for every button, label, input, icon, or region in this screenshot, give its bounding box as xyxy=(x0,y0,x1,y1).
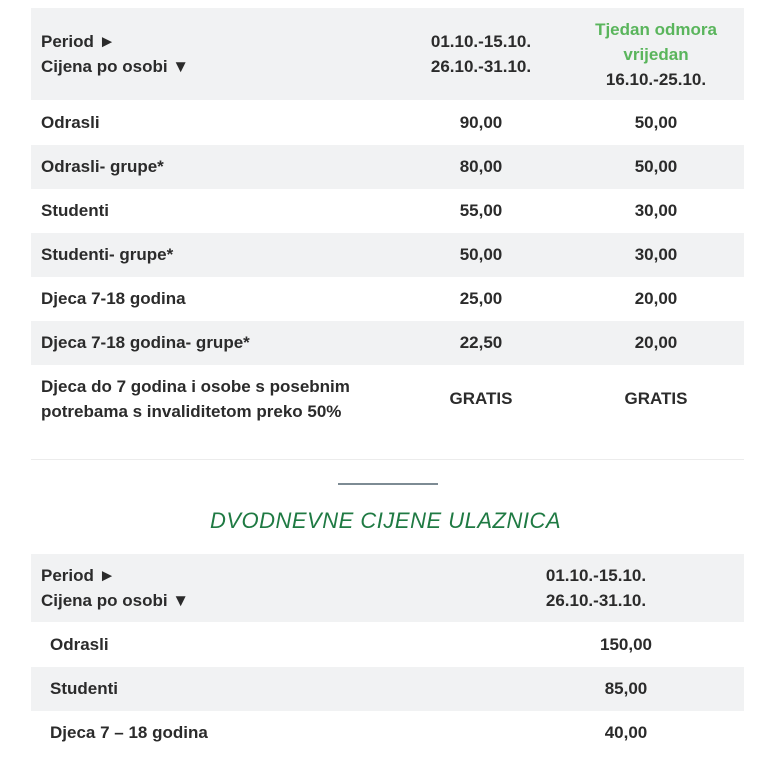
period-dates-line2: 26.10.-31.10. xyxy=(545,591,647,610)
section-divider-line xyxy=(31,459,744,460)
table-row xyxy=(31,321,744,365)
row-label-line1: Djeca do 7 godina i osobe s posebnim xyxy=(41,377,350,396)
row-price-holiday: 50,00 xyxy=(634,157,678,176)
table-row xyxy=(31,277,744,321)
row-label: Studenti xyxy=(50,679,118,698)
row-label: Studenti xyxy=(41,201,109,220)
title-decoration-rule xyxy=(338,483,438,485)
row-price: 25,00 xyxy=(459,289,503,308)
row-price: 22,50 xyxy=(459,333,503,352)
row-price: GRATIS xyxy=(449,389,513,408)
row-price-holiday: 20,00 xyxy=(634,333,678,352)
row-label: Studenti- grupe* xyxy=(41,245,174,264)
price-per-person-label: Cijena po osobi ▼ xyxy=(41,57,190,76)
row-label: Odrasli xyxy=(41,112,100,132)
row-price: 80,00 xyxy=(459,157,503,176)
row-label: Djeca 7 – 18 godina xyxy=(50,723,208,742)
row-price: 55,00 xyxy=(459,201,503,220)
row-price-holiday: GRATIS xyxy=(624,389,688,408)
holiday-week-title-line2: vrijedan xyxy=(623,44,689,64)
table-row xyxy=(31,365,744,433)
row-label: Odrasli xyxy=(50,634,109,654)
holiday-week-title-line1: Tjedan odmora xyxy=(595,19,717,39)
table-row xyxy=(31,622,744,667)
table-row xyxy=(31,233,744,277)
row-label: Djeca 7-18 godina xyxy=(41,289,186,308)
row-price-holiday: 30,00 xyxy=(634,245,678,264)
period-dates-line2: 26.10.-31.10. xyxy=(430,57,532,76)
period-dates-line1: 01.10.-15.10. xyxy=(430,32,532,51)
table-row xyxy=(31,711,744,755)
row-price: 50,00 xyxy=(459,245,503,264)
row-label-line2: potrebama s invaliditetom preko 50% xyxy=(41,402,342,421)
period-dates-line1: 01.10.-15.10. xyxy=(545,566,647,585)
row-label: Djeca 7-18 godina- grupe* xyxy=(41,333,250,352)
price-per-person-label: Cijena po osobi ▼ xyxy=(41,591,190,610)
table-header-row xyxy=(31,554,744,622)
row-price: 90,00 xyxy=(459,112,503,132)
row-price-holiday: 50,00 xyxy=(634,112,678,132)
section-title: DVODNEVNE CIJENE ULAZNICA xyxy=(209,508,562,533)
table-row xyxy=(31,100,744,145)
price-table-one-day xyxy=(31,8,744,453)
table-row xyxy=(31,667,744,711)
row-price: 85,00 xyxy=(604,679,648,698)
row-price: 150,00 xyxy=(600,634,652,654)
table-header-row xyxy=(31,8,744,100)
price-table-two-day xyxy=(31,554,744,754)
row-price-holiday: 30,00 xyxy=(634,201,678,220)
table-row xyxy=(31,189,744,233)
row-price-holiday: 20,00 xyxy=(634,289,678,308)
row-label: Odrasli- grupe* xyxy=(41,157,164,176)
holiday-week-dates: 16.10.-25.10. xyxy=(605,69,707,89)
period-label: Period ► xyxy=(41,32,116,51)
period-label: Period ► xyxy=(41,566,116,585)
table-row xyxy=(31,145,744,189)
row-price: 40,00 xyxy=(604,723,648,742)
